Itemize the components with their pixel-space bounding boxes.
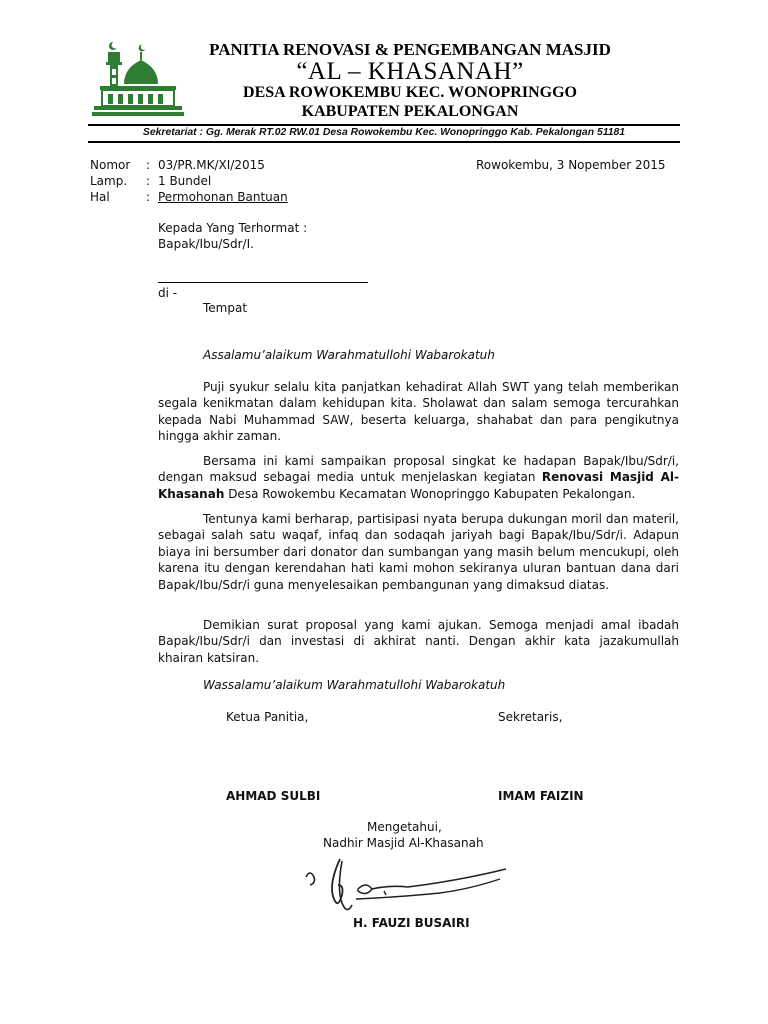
paragraph-4: Demikian surat proposal yang kami ajukan. Semoga menjadi amal ibadah Bapak/Ibu/Sdr/i dan investasi di akhirat nanti. Dengan akhir kata jazakumullah khairan katsiran. bbox=[158, 618, 679, 665]
secretariat-address: Sekretariat : Gg. Merak RT.02 RW.01 Desa Rowokembu Kec. Wonopringgo Kab. Pekalongan 51181 bbox=[142, 127, 626, 138]
addressee-blank-line bbox=[158, 282, 368, 283]
hal-value: Permohonan Bantuan bbox=[158, 190, 288, 204]
paragraph-2-text-b: Desa Rowokembu Kecamatan Wonopringgo Kabupaten Pekalongan. bbox=[224, 486, 636, 501]
lamp-colon: : bbox=[146, 174, 151, 188]
recipient-greeting: Kepada Yang Terhormat : bbox=[158, 221, 308, 235]
village-heading: DESA ROWOKEMBU KEC. WONOPRINGGO bbox=[243, 84, 577, 101]
nomor-label: Nomor bbox=[90, 158, 131, 172]
chair-title: Ketua Panitia, bbox=[226, 710, 309, 724]
lamp-value: 1 Bundel bbox=[158, 174, 212, 188]
header-rule-bottom bbox=[88, 141, 680, 143]
mosque-name-heading: “AL – KHASANAH” bbox=[296, 58, 524, 85]
mosque-logo-icon bbox=[92, 40, 184, 120]
opening-salam: Assalamu’alaikum Warahmatullohi Wabarokatuh bbox=[203, 348, 495, 362]
place-date: Rowokembu, 3 Nopember 2015 bbox=[476, 158, 666, 172]
hal-colon: : bbox=[146, 190, 151, 204]
handwritten-signature-icon bbox=[300, 855, 512, 923]
nomor-colon: : bbox=[146, 158, 151, 172]
closing-salam: Wassalamu’alaikum Warahmatullohi Wabarokatuh bbox=[203, 678, 506, 692]
recipient-addressee: Bapak/Ibu/Sdr/I. bbox=[158, 237, 254, 251]
paragraph-2 bbox=[158, 453, 679, 502]
paragraph-1: Puji syukur selalu kita panjatkan kehadirat Allah SWT yang telah memberikan segala kenikmatan dalam kehidupan kita. Sholawat dan salam semoga tercurahkan kepada Nabi Muhammad SAW, beserta keluarga, shahabat dan para pengikutnya hingga akhir zaman. bbox=[158, 380, 679, 444]
regency-heading: KABUPATEN PEKALONGAN bbox=[301, 103, 519, 120]
chair-name: AHMAD SULBI bbox=[226, 789, 321, 803]
nadhir-title: Nadhir Masjid Al-Khasanah bbox=[323, 836, 484, 850]
lamp-label: Lamp. bbox=[90, 174, 128, 188]
secretary-title: Sekretaris, bbox=[498, 710, 563, 724]
committee-heading: PANITIA RENOVASI & PENGEMBANGAN MASJID bbox=[209, 40, 611, 59]
nomor-value: 03/PR.MK/XI/2015 bbox=[158, 158, 265, 172]
acknowledged-label: Mengetahui, bbox=[367, 820, 442, 834]
secretary-name: IMAM FAIZIN bbox=[498, 789, 584, 803]
nadhir-name: H. FAUZI BUSAIRI bbox=[353, 916, 470, 930]
paragraph-2-bold: Renovasi Masjid Al-Khasanah bbox=[158, 470, 679, 501]
paragraph-3: Tentunya kami berharap, partisipasi nyata berupa dukungan moril dan materil, sebagai salah satu waqaf, infaq dan sodaqah jariyah bagi Bapak/Ibu/Sdr/i. Adapun biaya ini bersumber dari donator dan sumbangan yang masih belum mencukupi, oleh karena itu dengan kerendahan hati kami mohon sekiranya uluran bantuan dana dari Bapak/Ibu/Sdr/i guna menyelesaikan pembangunan yang dimaksud diatas. bbox=[158, 512, 679, 592]
paragraph-2-text-a: Bersama ini kami sampaikan proposal singkat ke hadapan Bapak/Ibu/Sdr/i, dengan maksud sebagai media untuk menjelaskan kegiatan bbox=[158, 454, 679, 485]
recipient-tempat: Tempat bbox=[203, 301, 248, 315]
recipient-di: di - bbox=[158, 286, 178, 300]
hal-label: Hal bbox=[90, 190, 110, 204]
